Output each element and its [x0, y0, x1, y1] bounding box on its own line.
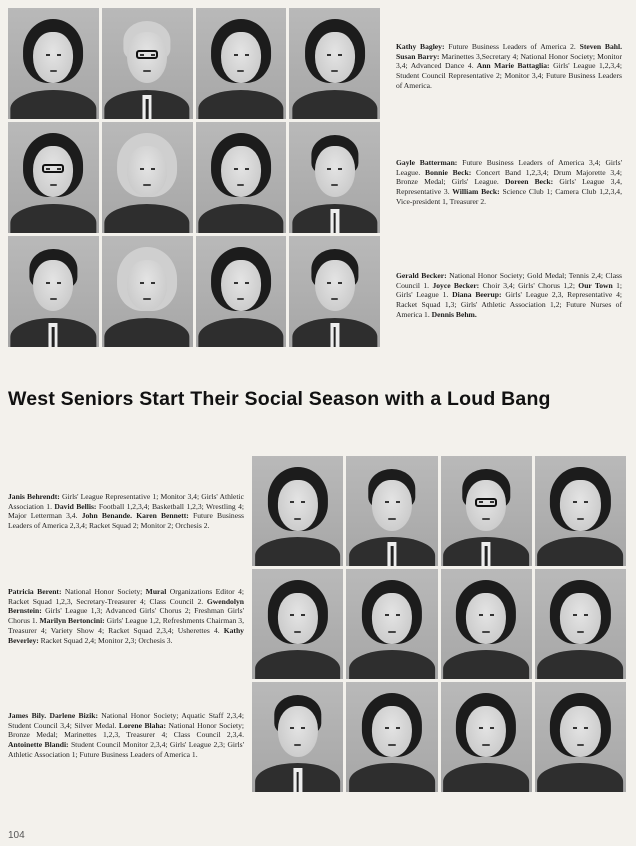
- student-activities: Girls' League 1,3; Advanced Girls' Chorus 2; Freshman Girls' Chorus 1.: [8, 606, 244, 626]
- top-photo-grid: [8, 8, 380, 347]
- student-name: Doreen Beck:: [498, 177, 554, 187]
- student-activities: Racket Squad 2,4; Monitor 2,3; Orchesis 3.: [38, 635, 173, 645]
- page-headline: West Seniors Start Their Social Season with a Loud Bang: [8, 388, 551, 410]
- student-activities: National Honor Society; Aquatic Staff 2,3,4; Student Council 3,4; Silver Medal.: [8, 711, 244, 730]
- student-name: Susan Barry:: [396, 51, 440, 61]
- student-activities: Choir 3,4; Girls' Chorus 1,2;: [479, 280, 575, 290]
- caption-block-top-3: [396, 271, 622, 320]
- student-activities: Science Club 1; Camera Club 1,2,3,4, Vice-president 1, Treasurer 2.: [396, 187, 622, 206]
- student-name: Steven Bahl.: [575, 42, 623, 51]
- top-portrait-photo: [102, 8, 193, 119]
- top-portrait-photo: [196, 8, 287, 119]
- top-portrait-photo: [289, 236, 380, 347]
- student-name: Lorene Blaha:: [116, 720, 166, 730]
- student-name: Janis Behrendt:: [8, 492, 60, 501]
- caption-block-bottom-1: [8, 492, 244, 531]
- bottom-portrait-photo: [441, 682, 532, 792]
- caption-block-top-2: [396, 158, 622, 207]
- caption-block-bottom-2: [8, 587, 244, 645]
- top-portrait-photo: [289, 122, 380, 233]
- student-name: Darlene Bizik:: [46, 711, 98, 720]
- student-activities: Football 1,2,3,4; Basketball 1,2,3; Wrestling 4; Major Letterman 3,4.: [8, 501, 244, 521]
- student-activities: Student Council Monitor 2,3,4; Girls' League 2,3; Girls' Athletic Association 1; Future Business Leaders of America 1.: [8, 740, 244, 759]
- student-activities: Girls' League Representative 1; Monitor 3,4; Girls' Athletic Association 1.: [8, 492, 244, 511]
- student-name: Karen Bennett:: [132, 511, 189, 521]
- student-name: Joyce Becker:: [429, 280, 480, 290]
- student-name: Ann Marie Battaglia:: [473, 61, 550, 71]
- top-portrait-photo: [289, 8, 380, 119]
- caption-block-top-1: [396, 42, 622, 91]
- bottom-photo-grid: [252, 456, 626, 792]
- student-name: Patricia Berent:: [8, 587, 62, 596]
- student-activities: Future Business Leaders of America 2,3,4; Racket Squad 2; Monitor 2; Orchesis 2.: [8, 511, 245, 531]
- student-name: William Beck:: [449, 187, 500, 197]
- bottom-portrait-photo: [441, 569, 532, 679]
- bottom-portrait-photo: [346, 569, 437, 679]
- top-portrait-photo: [196, 236, 287, 347]
- student-name: James Bily.: [8, 711, 47, 720]
- student-activities: Girls' League 2,3, Representative 4; Racket Squad 1,3; Girls' Athletic Association 1,2; Future Nurses of America 1.: [396, 290, 622, 319]
- student-activities: Girls' League 1,2, Refreshments Chairman 3, Treasurer 4; Variety Show 4; Racket Squad 2,3,4; Usherettes 4.: [8, 616, 244, 635]
- student-name: Kathy Bagley:: [396, 42, 445, 51]
- top-portrait-photo: [102, 122, 193, 233]
- bottom-portrait-photo: [441, 456, 532, 566]
- student-name: Diana Beerup:: [448, 290, 502, 300]
- student-activities: Girls' League 3,4, Representative 3.: [396, 177, 622, 197]
- student-activities: National Honor Society;: [61, 587, 143, 596]
- student-activities: Future Business Leaders of America 2.: [444, 42, 576, 51]
- student-activities: National Honor Society; Bronze Medal; Marinettes 1,2,3, Treasurer 4; Class Council 2,3,4.: [8, 720, 244, 740]
- student-activities: Future Business Leaders of America 3,4; Girls' League.: [396, 158, 622, 177]
- student-activities: National Honor Society; Gold Medal; Tennis 2,4; Class Council 1.: [396, 271, 622, 290]
- student-name: Dennis Behm.: [429, 309, 477, 319]
- student-name: Antoinette Blandi:: [8, 740, 69, 750]
- student-activities: Concert Band 1,2,3,4; Drum Majorette 3,4; Bronze Medal; Girls' League.: [396, 167, 622, 187]
- bottom-portrait-photo: [535, 569, 626, 679]
- student-name: Mural: [142, 587, 167, 596]
- top-portrait-photo: [196, 122, 287, 233]
- student-name: David Bellis:: [51, 501, 97, 511]
- top-portrait-photo: [8, 236, 99, 347]
- student-activities: Marinettes 3,Secretary 4; National Honor Society; Monitor 3,4; Advanced Dance 4.: [396, 51, 622, 71]
- bottom-portrait-photo: [535, 682, 626, 792]
- top-portrait-photo: [8, 122, 99, 233]
- bottom-portrait-photo: [535, 456, 626, 566]
- bottom-portrait-photo: [252, 456, 343, 566]
- student-activities: 1; Girls' League 1.: [396, 280, 623, 300]
- student-name: Bonnie Beck:: [420, 167, 472, 177]
- student-name: Gwendolyn Bernstein:: [8, 596, 244, 616]
- bottom-portrait-photo: [252, 569, 343, 679]
- bottom-portrait-photo: [252, 682, 343, 792]
- student-name: Marilyn Bertoncini:: [37, 616, 105, 626]
- caption-block-bottom-3: [8, 711, 244, 760]
- student-name: John Benande.: [77, 511, 133, 521]
- student-activities: Organizations Editor 4; Racket Squad 1,2,3, Secretary-Treasurer 4; Class Council 2.: [8, 587, 244, 606]
- bottom-portrait-photo: [346, 682, 437, 792]
- top-portrait-photo: [8, 8, 99, 119]
- page-number: 104: [8, 830, 25, 841]
- student-activities: Girls' League 1,2,3,4; Student Council Representative 2; Monitor 3,4; Future Business Leaders of America.: [396, 61, 622, 90]
- student-name: Gayle Batterman:: [396, 158, 458, 167]
- student-name: Our Town: [574, 280, 613, 290]
- student-name: Gerald Becker:: [396, 271, 447, 280]
- bottom-portrait-photo: [346, 456, 437, 566]
- top-portrait-photo: [102, 236, 193, 347]
- student-name: Kathy Beverley:: [8, 625, 244, 645]
